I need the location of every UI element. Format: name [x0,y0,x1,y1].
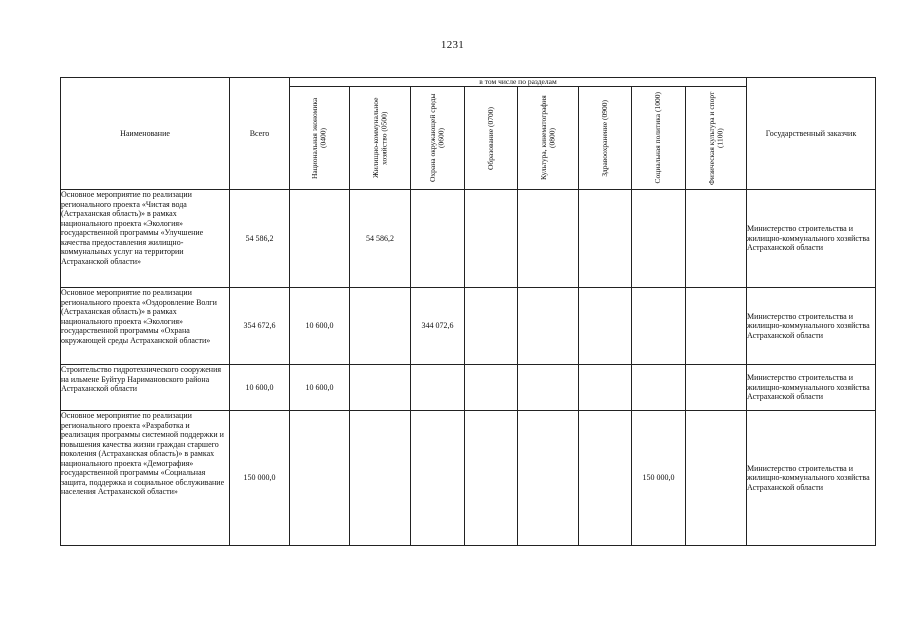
header-section-0700 [465,87,518,190]
row-value-0600 [411,365,465,411]
row-value-1000 [632,288,686,365]
header-section-0900 [579,87,632,190]
header-section-label: Социальная политика (1000) [653,92,663,184]
header-section-label: Жилищно-коммунальное хозяйство (0500) [370,97,388,179]
row-value-0900 [579,288,632,365]
budget-table [60,77,876,546]
row-value-1000: 150 000,0 [632,411,686,546]
row-value-0800 [518,365,579,411]
header-name: Наименование [61,78,230,190]
row-name: Основное мероприятие по реализации регионального проекта «Оздоровление Волги (Астраханская область)» в рамках национального проекта «Экология» государственной программы «Охрана окружающей среды Астраханской области» [61,288,230,365]
row-value-0400: 10 600,0 [290,365,350,411]
header-section-0400 [290,87,350,190]
row-value-0800 [518,411,579,546]
page-number: 1231 [440,39,465,51]
header-total: Всего [230,78,290,190]
header-section-label: Национальная экономика (0400) [310,97,328,179]
header-section-0500 [350,87,411,190]
row-value-0400 [290,411,350,546]
row-total: 354 672,6 [230,288,290,365]
header-row-top [61,78,876,87]
table-row [61,411,876,546]
header-section-0800 [518,87,579,190]
row-value-0500: 54 586,2 [350,190,411,288]
header-sections-group: в том числе по разделам [290,78,747,87]
row-value-1100 [686,190,747,288]
header-section-label: Здравоохранение (0900) [599,99,609,177]
row-value-1100 [686,411,747,546]
row-total: 54 586,2 [230,190,290,288]
row-customer: Министерство строительства и жилищно-коммунального хозяйства Астраханской области [747,411,876,546]
row-name: Основное мероприятие по реализации регионального проекта «Разработка и реализация программы системной поддержки и повышения качества жизни граждан старшего поколения (Астраханская область)» в рамках национального проекта «Демография» государственной программы «Социальная защита, поддержка и социальное обслуживание населения Астраханской области» [61,411,230,546]
row-value-0400: 10 600,0 [290,288,350,365]
row-value-0600 [411,411,465,546]
header-customer: Государственный заказчик [747,78,876,190]
row-value-0500 [350,365,411,411]
row-value-0900 [579,365,632,411]
row-value-0800 [518,288,579,365]
row-total: 10 600,0 [230,365,290,411]
header-section-label: Культура, кинематография (0800) [538,95,556,181]
row-value-1100 [686,365,747,411]
table-row [61,365,876,411]
row-value-0700 [465,365,518,411]
row-value-0600 [411,190,465,288]
row-value-0900 [579,190,632,288]
row-value-1100 [686,288,747,365]
header-section-1000 [632,87,686,190]
row-customer: Министерство строительства и жилищно-коммунального хозяйства Астраханской области [747,288,876,365]
row-value-0700 [465,190,518,288]
header-section-label: Охрана окружающей среды (0600) [428,93,446,183]
row-value-0800 [518,190,579,288]
row-total: 150 000,0 [230,411,290,546]
header-section-label: Образование (0700) [485,106,495,170]
row-value-0700 [465,288,518,365]
header-section-1100 [686,87,747,190]
row-value-0900 [579,411,632,546]
row-value-0400 [290,190,350,288]
row-customer: Министерство строительства и жилищно-коммунального хозяйства Астраханской области [747,365,876,411]
row-value-1000 [632,365,686,411]
row-value-0600: 344 072,6 [411,288,465,365]
row-value-0500 [350,411,411,546]
row-value-0500 [350,288,411,365]
header-section-label: Физическая культура и спорт (1100) [706,91,724,185]
table-row [61,190,876,288]
row-value-0700 [465,411,518,546]
row-name: Строительство гидротехнического сооружения на ильмене Буйтур Наримановского района Астраханской области [61,365,230,411]
row-value-1000 [632,190,686,288]
table-row [61,288,876,365]
row-name: Основное мероприятие по реализации регионального проекта «Чистая вода (Астраханская область)» в рамках национального проекта «Экология» государственной программы «Улучшение качества предоставления жилищно-коммунальных услуг на территории Астраханской области» [61,190,230,288]
header-section-0600 [411,87,465,190]
row-customer: Министерство строительства и жилищно-коммунального хозяйства Астраханской области [747,190,876,288]
